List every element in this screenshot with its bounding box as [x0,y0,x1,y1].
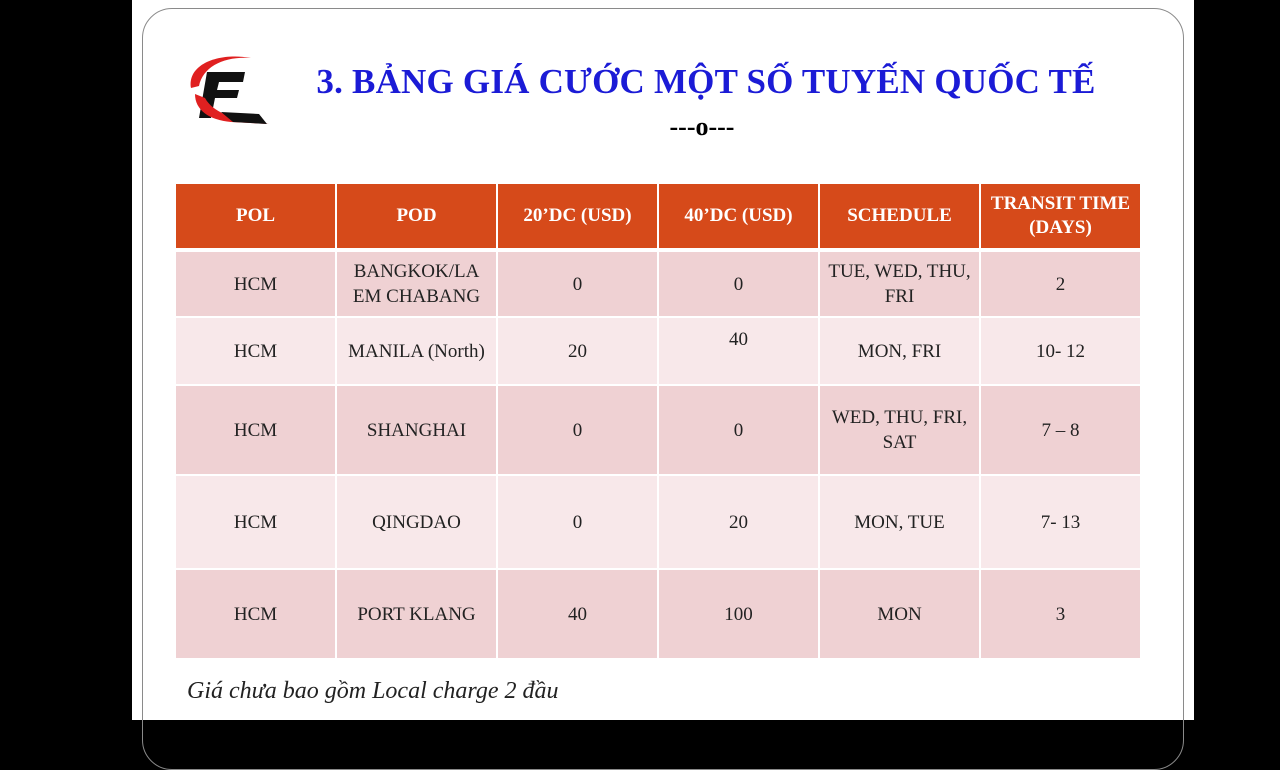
cell-20dc: 40 [498,570,659,660]
header-pod: POD [337,184,498,252]
table-row [176,570,1142,660]
cell-transit: 3 [981,570,1142,660]
cell-pol: HCM [176,386,337,476]
slide-title: 3. BẢNG GIÁ CƯỚC MỘT SỐ TUYẾN QUỐC TẾ [316,62,1096,101]
cell-pod: QINGDAO [337,476,498,570]
header-20dc: 20’DC (USD) [498,184,659,252]
cell-40dc [659,318,820,386]
table-row [176,386,1142,476]
slide [132,0,1194,720]
cell-pol: HCM [176,570,337,660]
cell-20dc: 0 [498,252,659,318]
cell-transit: 7- 13 [981,476,1142,570]
cell-schedule: MON, FRI [820,318,981,386]
cell-pol: HCM [176,252,337,318]
cell-pol: HCM [176,476,337,570]
cell-transit: 2 [981,252,1142,318]
header-40dc: 40’DC (USD) [659,184,820,252]
header-transit-time: TRANSIT TIME (DAYS) [981,184,1142,252]
company-logo-icon [181,50,271,126]
header-pol: POL [176,184,337,252]
header-schedule: SCHEDULE [820,184,981,252]
cell-pod: SHANGHAI [337,386,498,476]
title-divider: ---o--- [669,112,735,141]
cell-transit: 10- 12 [981,318,1142,386]
cell-schedule: TUE, WED, THU, FRI [820,252,981,318]
cell-pod: MANILA (North) [337,318,498,386]
cell-schedule: MON [820,570,981,660]
cell-20dc: 0 [498,476,659,570]
cell-schedule: WED, THU, FRI, SAT [820,386,981,476]
cell-pod: BANGKOK/LA EM CHABANG [337,252,498,318]
cell-transit: 7 – 8 [981,386,1142,476]
cell-40dc: 0 [659,252,820,318]
cell-40dc-value: 40 [729,328,748,350]
table-header-row [176,184,1142,252]
cell-pod: PORT KLANG [337,570,498,660]
cell-20dc: 0 [498,386,659,476]
cell-40dc: 0 [659,386,820,476]
table-row [176,318,1142,386]
cell-pol: HCM [176,318,337,386]
cell-20dc: 20 [498,318,659,386]
table-row [176,252,1142,318]
cell-schedule: MON, TUE [820,476,981,570]
table-row [176,476,1142,570]
rate-table [176,184,1142,660]
cell-40dc: 20 [659,476,820,570]
cell-40dc: 100 [659,570,820,660]
price-note: Giá chưa bao gồm Local charge 2 đầu [187,678,559,704]
